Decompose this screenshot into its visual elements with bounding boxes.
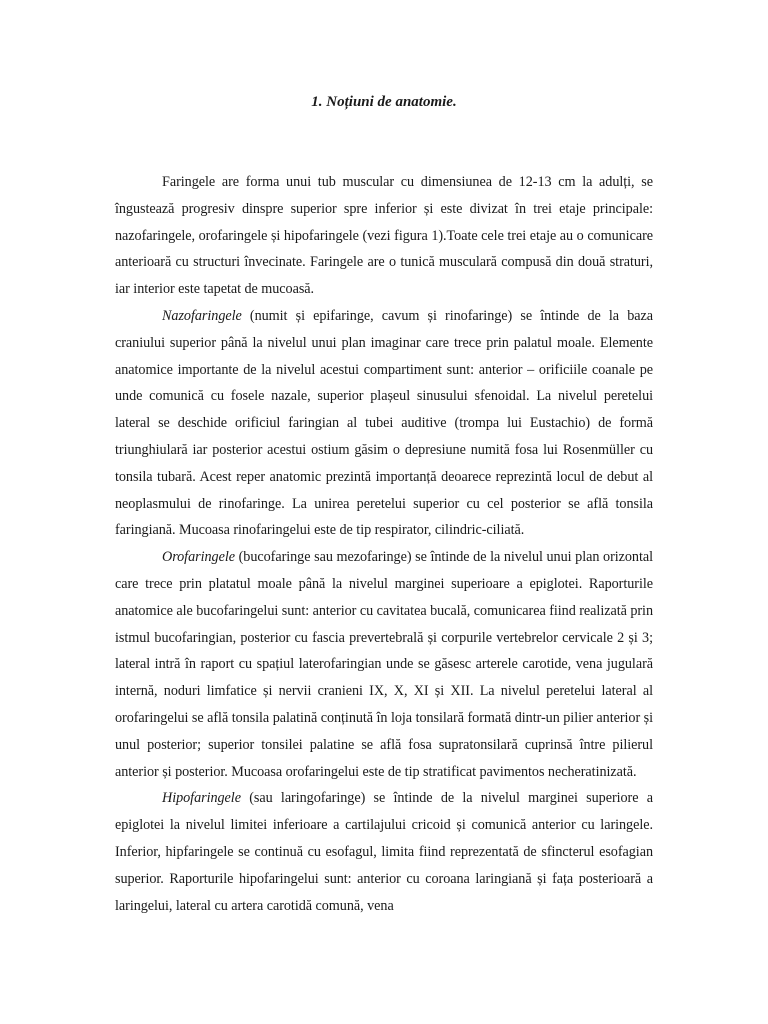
paragraph-orofaringe xyxy=(115,544,653,785)
paragraph-hipofaringe-text: (sau laringofaringe) se întinde de la nivelul marginei superiore a epiglotei la nivelul limitei inferioare a cartilajului cricoid și comunică anterior cu laringele. Inferior, hipfaringele se continuă cu esofagul, limita fiind reprezentată de sfincterul esofagian superior. Raporturile hipofaringelui sunt: anterior cu coroana laringiană și fața posterioară a laringelui, lateral cu artera carotidă comună, vena xyxy=(115,790,653,914)
paragraph-intro xyxy=(115,169,653,303)
term-orofaringele: Orofaringele xyxy=(162,549,235,566)
paragraph-hipofaringe xyxy=(115,785,653,919)
paragraph-orofaringe-text: (bucofaringe sau mezofaringe) se întinde de la nivelul unui plan orizontal care trece prin platatul moale până la nivelul marginei superioare a epiglotei. Raporturile anatomice ale bucofaringelui sunt: anterior cu cavitatea bucală, comunicarea fiind realizată prin istmul bucofaringian, posterior cu fascia prevertebrală și corpurile vertebrelor cervicale 2 și 3; lateral intră în raport cu spațiul laterofaringian unde se găsesc arterele carotide, vena jugulară internă, noduri limfatice și nervii cranieni IX, X, XI și XII. La nivelul peretelui lateral al orofaringelui se află tonsila palatină conținută în loja tonsilară formată dintr-un pilier anterior și unul posterior; superior tonsilei palatine se află fosa supratonsilară cuprinsă între pilierul anterior și posterior. Mucoasa orofaringelui este de tip stratificat pavimentos necheratinizată. xyxy=(115,549,653,780)
page-title: 1. Noțiuni de anatomie. xyxy=(311,94,457,110)
term-nazofaringele: Nazofaringele xyxy=(162,307,242,324)
paragraph-nazofaringe xyxy=(115,303,653,544)
document-body xyxy=(115,169,653,919)
term-hipofaringele: Hipofaringele xyxy=(162,790,241,807)
paragraph-intro-text: Faringele are forma unui tub muscular cu dimensiunea de 12-13 cm la adulți, se îngustează progresiv dinspre superior spre inferior și este divizat în trei etaje principale: nazofaringele, orofaringele și hipofaringele (vezi figura 1).Toate cele trei etaje au o comunicare anterioară cu structuri învecinate. Faringele are o tunică musculară compusă din două straturi, iar interior este tapetat de mucoasă. xyxy=(115,174,653,298)
paragraph-nazofaringe-text: (numit și epifaringe, cavum și rinofaringe) se întinde de la baza craniului superior până la nivelul unui plan imaginar care trece prin palatul moale. Elemente anatomice importante de la nivelul acestui compartiment sunt: anterior – orificiile coanale pe unde comunică cu fosele nazale, superior plașeul sinusului sfenoidal. La nivelul peretelui lateral se deschide orificiul faringian al tubei auditive (trompa lui Eustachio) de formă triunghiulară iar posterior acestui ostium găsim o depresiune numită fosa lui Rosenmüller cu tonsila tubară. Acest reper anatomic prezintă importanță deoarece reprezintă locul de debut al neoplasmului de rinofaringe. La unirea peretelui superior cu cel posterior se află tonsila faringiană. Mucoasa rinofaringelui este de tip respirator, cilindric-ciliată. xyxy=(115,307,653,539)
